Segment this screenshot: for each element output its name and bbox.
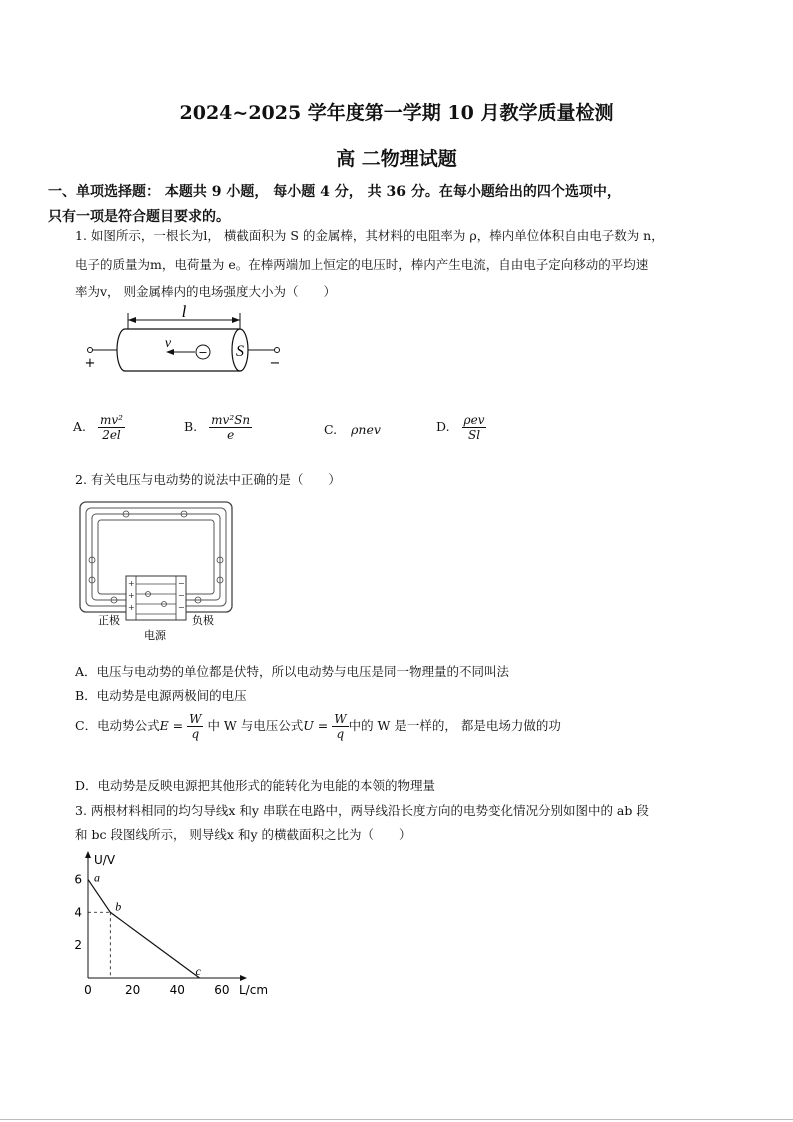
q2-stem: 2. 有关电压与电动势的说法中正确的是（ ）: [75, 472, 341, 487]
exam-title: 2024~2025 学年度第一学期 10 月教学质量检测: [179, 102, 614, 124]
length-arrow-left: [128, 317, 136, 323]
minus-terminal: −: [269, 356, 281, 371]
q2-option-b[interactable]: B．电动势是电源两极间的电压: [75, 688, 247, 703]
svg-text:−: −: [178, 579, 185, 588]
q2-option-a[interactable]: A．电压与电动势的单位都是伏特，所以电动势与电压是同一物理量的不同叫法: [75, 664, 510, 679]
x-axis-arrow: [240, 975, 247, 981]
q2-option-c[interactable]: C．电动势公式E = $\frac{W}{q}$ 中 W 与电压公式U = $\frac{W}{q}$ 中的 W 是一样的， 都是电场力做的功: [75, 712, 561, 741]
y-axis-arrow: [85, 851, 91, 858]
x-tick-label: 40: [169, 983, 185, 997]
area-label: S: [236, 343, 244, 360]
length-arrow-right: [232, 317, 240, 323]
power-source-label: 电源: [144, 629, 166, 642]
point-label-b: b: [115, 899, 122, 914]
q3-voltage-length-chart: [70, 850, 290, 1005]
svg-text:+: +: [128, 603, 135, 612]
series-line: [88, 879, 200, 978]
negative-electrode-label: 负极: [192, 614, 214, 627]
section-instruction-line2: 只有一项是符合题目要求的。: [48, 209, 230, 225]
svg-text:−: −: [178, 603, 185, 612]
section-instruction-line1: 一、单项选择题： 本题共 9 小题， 每小题 4 分， 共 36 分。在每小题给出的四个选项中，: [48, 184, 621, 200]
positive-electrode-label: 正极: [98, 614, 120, 627]
length-label: l: [181, 305, 187, 321]
svg-text:+: +: [128, 579, 135, 588]
q1-metal-rod-figure: [80, 305, 290, 385]
q1-line1: 1. 如图所示，一根长为l， 横截面积为 S 的金属棒，其材料的电阻率为 ρ，棒内单位体积自由电子数为 n，: [75, 228, 664, 243]
q1-option-d[interactable]: D. $\frac{\text{ρev}}{Sl}$: [436, 413, 485, 442]
y-tick-label: 6: [74, 872, 82, 887]
y-axis-label: U/V: [94, 853, 116, 867]
exam-subtitle: 高 二物理试题: [336, 148, 457, 170]
plus-terminal: +: [84, 356, 96, 371]
svg-text:+: +: [128, 591, 135, 600]
q1-option-c[interactable]: C. ρnev: [324, 422, 381, 437]
q2-option-d[interactable]: D．电动势是反映电源把其他形式的能转化为电能的本领的物理量: [75, 778, 436, 793]
electron-symbol: −: [198, 346, 208, 359]
point-label-c: c: [195, 964, 201, 978]
page-bottom-rule: [0, 1119, 793, 1120]
svg-text:−: −: [178, 591, 185, 600]
q1-option-a[interactable]: A. $\frac{\text{mv²}}{2el}$: [73, 413, 123, 442]
point-label-a: a: [94, 870, 100, 885]
y-tick-label: 2: [74, 938, 82, 953]
q1-line3: 率为v， 则金属棒内的电场强度大小为（ ）: [75, 284, 337, 299]
x-axis-label: L/cm: [239, 983, 269, 997]
x-tick-label: 20: [124, 983, 141, 997]
x-tick-label: 0: [84, 983, 92, 997]
q1-option-b[interactable]: B. $\frac{\text{mv²Sn}}{e}$: [184, 413, 251, 442]
q3-line2: 和 bc 段图线所示， 则导线x 和y 的横截面积之比为（ ）: [75, 827, 412, 842]
y-tick-label: 4: [74, 905, 82, 920]
q1-line2: 电子的质量为m，电荷量为 e。在棒两端加上恒定的电压时，棒内产生电流，自由电子定向移动的平均速: [75, 257, 649, 272]
q3-line1: 3. 两根材料相同的均匀导线x 和y 串联在电路中，两导线沿长度方向的电势变化情况分别如图中的 ab 段: [75, 803, 649, 818]
x-tick-label: 60: [214, 983, 230, 997]
velocity-label: v: [164, 336, 172, 351]
q2-circuit-figure: [78, 500, 238, 645]
